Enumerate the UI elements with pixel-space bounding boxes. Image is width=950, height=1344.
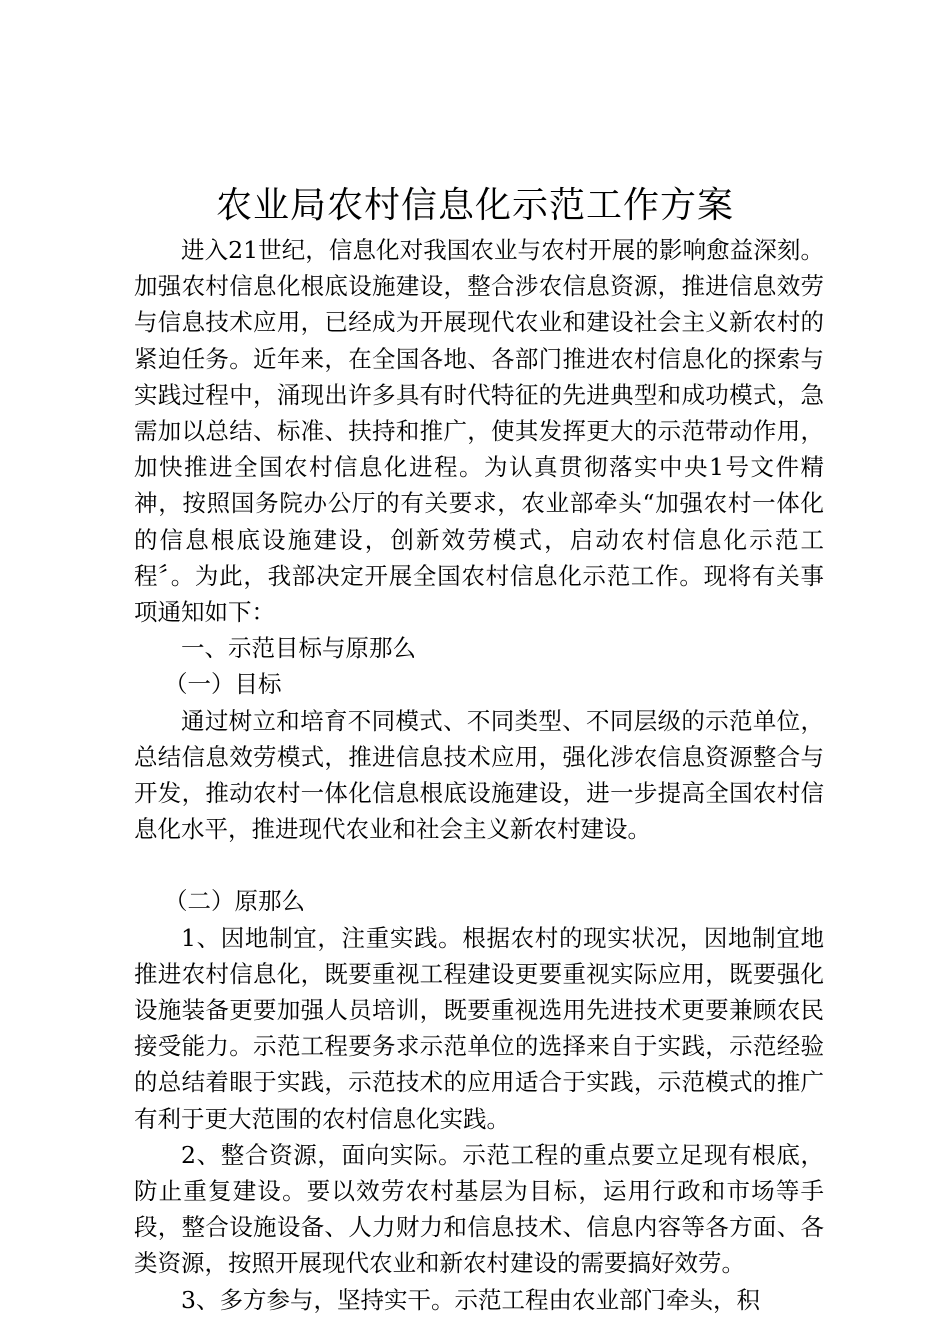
principle-1-paragraph: 1、因地制宜，注重实践。根据农村的现实状况，因地制宜地推进农村信息化，既要重视工程建设更要重视实际应用，既要强化设施装备更要加强人员培训，既要重视选用先进技术更要兼顾农民接受能力。示范工程要务求示范单位的选择来自于实践，示范经验的总结着眼于实践，示范技术的应用适合于实践，示范模式的推广有利于更大范围的农村信息化实践。: [134, 923, 824, 1133]
document-title: 农业局农村信息化示范工作方案: [215, 185, 734, 226]
principle-2-paragraph: 2、整合资源，面向实际。示范工程的重点要立足现有根底，防止重复建设。要以效劳农村基层为目标，运用行政和市场等手段，整合设施设备、人力财力和信息技术、信息内容等各方面、各类资源，按照开展现代农业和新农村建设的需要搞好效劳。: [134, 1140, 824, 1278]
paragraph-gap: [134, 847, 824, 883]
subheading-principles: （二）原那么: [164, 887, 305, 916]
principle-3-paragraph: 3、多方参与，坚持实干。示范工程由农业部门牵头，积: [181, 1285, 760, 1314]
goal-paragraph: 通过树立和培育不同模式、不同类型、不同层级的示范单位，总结信息效劳模式，推进信息技术应用，强化涉农信息资源整合与开发，推动农村一体化信息根底设施建设，进一步提高全国农村信息化水平，推进现代农业和社会主义新农村建设。: [134, 706, 824, 844]
document-body: [134, 232, 824, 1318]
section-heading-goals-principles: 一、示范目标与原那么: [181, 634, 416, 663]
intro-paragraph: 进入21世纪，信息化对我国农业与农村开展的影响愈益深刻。加强农村信息化根底设施建设，整合涉农信息资源，推进信息效劳与信息技术应用，已经成为开展现代农业和建设社会主义新农村的紧迫任务。近年来，在全国各地、各部门推进农村信息化的探索与实践过程中，涌现出许多具有时代特征的先进典型和成功模式，急需加以总结、标准、扶持和推广，使其发挥更大的示范带动作用，加快推进全国农村信息化进程。为认真贯彻落实中央1号文件精神，按照国务院办公厅的有关要求，农业部牵头“加强农村一体化的信息根底设施建设，创新效劳模式，启动农村信息化示范工程〞。为此，我部决定开展全国农村信息化示范工作。现将有关事项通知如下：: [134, 236, 824, 627]
subheading-goals: （一）目标: [164, 670, 282, 699]
